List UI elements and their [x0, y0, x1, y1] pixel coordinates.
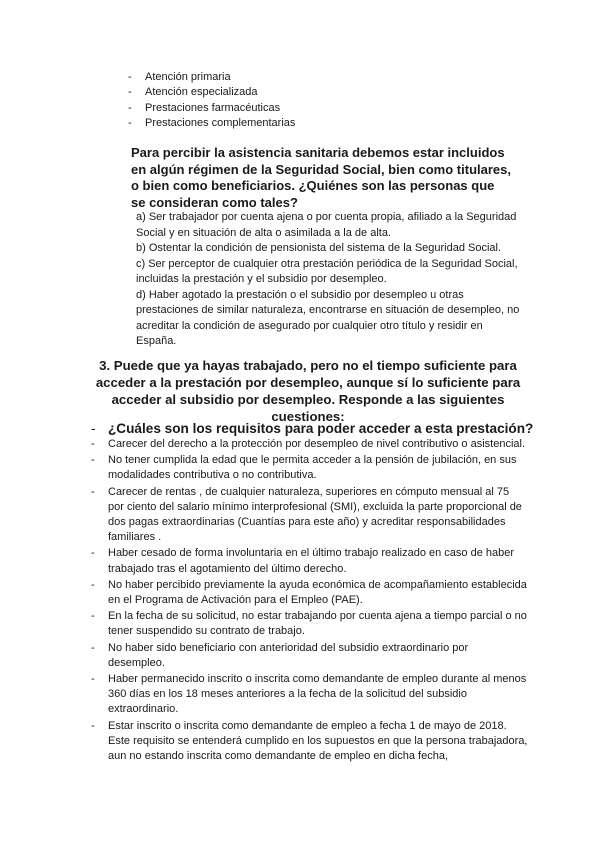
- list-item-text: Atención primaria: [145, 71, 231, 83]
- list-item-text: Estar inscrito o inscrita como demandante de empleo a fecha 1 de mayo de 2018. Este requisito se entenderá cumplido en los supuestos en que la persona trabajadora, aun no estando inscrita como demandante de empleo en dicha fecha,: [108, 719, 528, 763]
- list-item-text: Haber permanecido inscrito o inscrita como demandante de empleo durante al menos 360 días en los 18 meses anteriores a la fecha de la solicitud del subsidio extraordinario.: [108, 673, 527, 716]
- list-item: - No haber sido beneficiario con anterioridad del subsidio extraordinario por desempleo.: [91, 641, 469, 669]
- list-item: - No haber percibido previamente la ayuda económica de acompañamiento establecida en el Programa de Activación para el Empleo (PAE).: [91, 578, 527, 607]
- requirements-list: [91, 437, 528, 765]
- list-item-text: Atención especializada: [145, 86, 258, 99]
- sub-question: - ¿Cuáles son los requisitos para poder acceder a esta prestación?: [91, 421, 534, 436]
- options-block: [136, 210, 526, 350]
- list-item-text: Prestaciones complementarias: [145, 117, 296, 130]
- question-heading: Para percibir la asistencia sanitaria debemos estar incluidos en algún régimen de la Seguridad Social, bien como titulares, o bien como beneficiarios. ¿Quiénes son las personas que se consideran como tales?: [131, 145, 511, 210]
- option-a: a) Ser trabajador por cuenta ajena o por cuenta propia, afiliado a la Seguridad Social y en situación de alta o asimilada a la de alta.: [136, 211, 517, 239]
- section-3-heading: 3. Puede que ya hayas trabajado, pero no el tiempo suficiente para acceder a la prestación por desempleo, aunque sí lo suficiente para acceder al subsidio por desempleo. Responde a las siguientes cuestiones:: [95, 358, 521, 424]
- list-item: - Estar inscrito o inscrita como demandante de empleo a fecha 1 de mayo de 2018. Este requisito se entenderá cumplido en los supuestos en que la persona trabajadora, aun no estando inscrita como demandante de empleo en dicha fecha,: [91, 719, 528, 763]
- list-item-text: Prestaciones farmacéuticas: [145, 101, 281, 114]
- list-item: - Atención primaria: [128, 71, 231, 83]
- list-item-text: Carecer del derecho a la protección por desempleo de nivel contributivo o asistencial.: [108, 438, 526, 450]
- list-item: - No tener cumplida la edad que le permita acceder a la pensión de jubilación, en sus modalidades contributiva o no contributiva.: [91, 454, 517, 482]
- list-item: - Atención especializada: [128, 86, 258, 99]
- list-item: - Carecer del derecho a la protección por desempleo de nivel contributivo o asistencial.: [91, 438, 526, 450]
- list-item: - Prestaciones farmacéuticas: [128, 101, 281, 114]
- option-b: b) Ostentar la condición de pensionista del sistema de la Seguridad Social.: [136, 242, 502, 254]
- list-item-text: No haber sido beneficiario con anterioridad del subsidio extraordinario por desempleo.: [108, 641, 469, 669]
- list-item-text: Carecer de rentas , de cualquier naturaleza, superiores en cómputo mensual al 75 por ciento del salario mínimo interprofesional (SMI), excluida la parte proporcional de dos pagas extraordinarias (Cuantías para este año) y acreditar responsabilidades familiares .: [108, 485, 522, 544]
- services-list: [128, 70, 525, 132]
- list-item: - Haber permanecido inscrito o inscrita como demandante de empleo durante al menos 360 días en los 18 meses anteriores a la fecha de la solicitud del subsidio extraordinario.: [91, 673, 527, 716]
- list-item: - En la fecha de su solicitud, no estar trabajando por cuenta ajena a tiempo parcial o no tener suspendido su contrato de trabajo.: [91, 610, 527, 638]
- list-item: - Prestaciones complementarias: [128, 117, 296, 130]
- option-c: c) Ser perceptor de cualquier otra prestación periódica de la Seguridad Social, incluidas la prestación y el subsidio por desempleo.: [136, 257, 518, 285]
- list-item-text: En la fecha de su solicitud, no estar trabajando por cuenta ajena a tiempo parcial o no tener suspendido su contrato de trabajo.: [108, 610, 527, 638]
- list-item-text: No tener cumplida la edad que le permita acceder a la pensión de jubilación, en sus modalidades contributiva o no contributiva.: [108, 454, 517, 482]
- option-d: d) Haber agotado la prestación o el subsidio por desempleo u otras prestaciones de similar naturaleza, encontrarse en situación de desempleo, no acreditar la condición de asegurado por cualquier otro título y residir en España.: [136, 288, 520, 347]
- list-item-text: No haber percibido previamente la ayuda económica de acompañamiento establecida en el Programa de Activación para el Empleo (PAE).: [108, 578, 527, 607]
- list-item: - Carecer de rentas , de cualquier naturaleza, superiores en cómputo mensual al 75 por ciento del salario mínimo interprofesional (SMI), excluida la parte proporcional de dos pagas extraordinarias (Cuantías para este año) y acreditar responsabilidades familiares .: [91, 485, 522, 544]
- sub-question-text: ¿Cuáles son los requisitos para poder acceder a esta prestación?: [108, 421, 534, 436]
- list-item-text: Haber cesado de forma involuntaria en el último trabajo realizado en caso de haber trabajado tras el agotamiento del último derecho.: [108, 547, 515, 575]
- list-item: - Haber cesado de forma involuntaria en el último trabajo realizado en caso de haber trabajado tras el agotamiento del último derecho.: [91, 547, 515, 575]
